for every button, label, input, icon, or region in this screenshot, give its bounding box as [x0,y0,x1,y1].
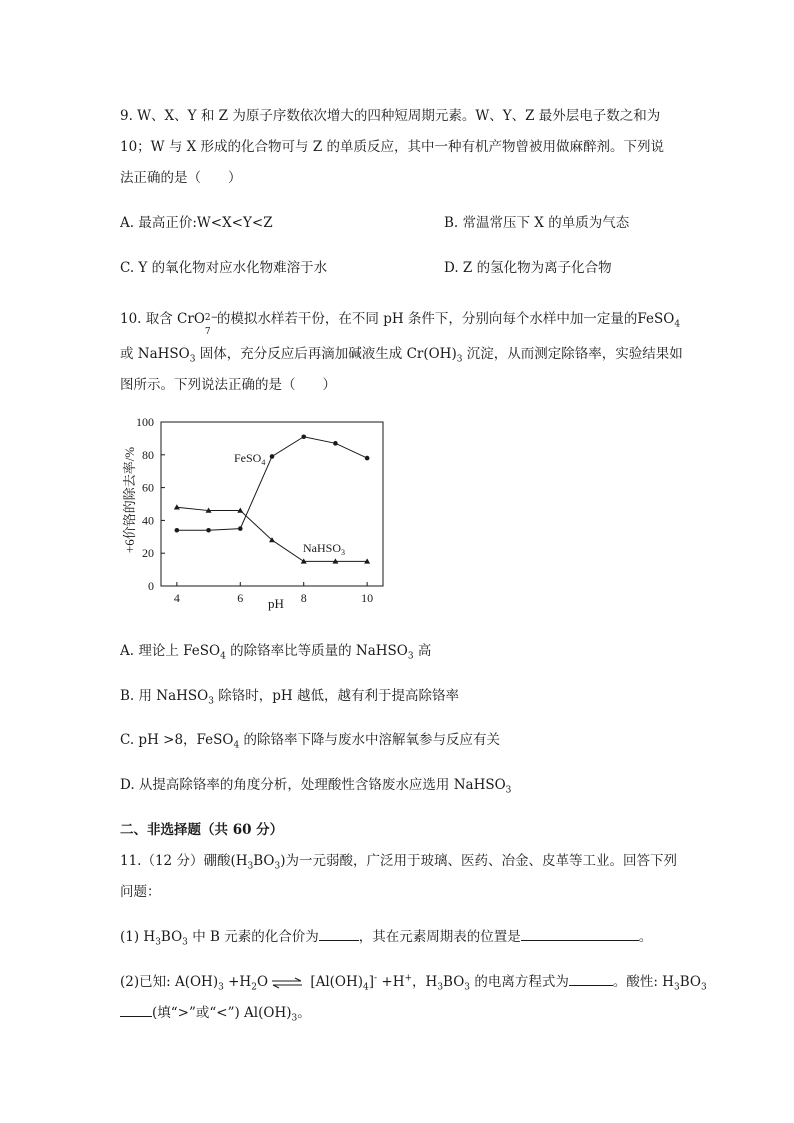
q11-part1: (1) $H_3BO_3$ 中 B 元素的化合价为 ，其在元素周期表的位置是 。 [120,929,653,948]
data-point-feso4 [333,441,338,446]
q9-option-b: B. 常温常压下 X 的单质为气态 [444,215,630,231]
q10-stem-line1: 10. 取含 CrO 2− 7 的模拟水样若干份，在不同 pH 条件下，分别向每个水样中加一定量的FeSO$_4$ [120,311,681,337]
y-tick-label: 80 [142,447,154,462]
data-point-feso4 [238,526,243,531]
answer-blank[interactable] [569,973,613,986]
x-tick-label: 4 [173,591,180,605]
data-point-feso4 [175,528,180,533]
q10-stem-line3: 图所示。下列说法正确的是（ ） [120,377,336,393]
answer-blank[interactable] [120,1004,152,1017]
q9-stem-line3: 法正确的是（ ） [120,170,242,186]
data-point-feso4 [206,528,211,533]
x-tick-label: 8 [300,591,307,605]
series-label-feso4: FeSO$_4$ [234,451,266,467]
q9-stem-line1: 9. W、X、Y 和 Z 为原子序数依次增大的四种短周期元素。W、Y、Z 最外层电子数之和为 [120,108,661,124]
y-tick-label: 20 [142,546,154,561]
q11-stem-line2: 问题： [120,884,161,900]
q10-option-d: D. 从提高除铬率的角度分析，处理酸性含铬废水应选用 NaHSO$_3$ [120,777,512,796]
section-heading: 二、非选择题（共 60 分） [120,822,284,838]
y-tick-label: 0 [148,579,154,593]
answer-blank[interactable] [521,928,639,941]
series-line-feso4 [177,437,367,530]
y-tick-label: 40 [142,513,154,528]
q11-part2: (2)已知: $A(OH)_3 +H_2O$ $[Al(OH)_4]^- +H^+$，$H_3BO_3$ 的电离方程式为 。酸性: $H_3BO_3$ [120,973,707,993]
x-tick-label: 10 [361,591,374,605]
q11-stem-line1: 11.（12 分）硼酸$(H_3BO_3)$为一元弱酸，广泛用于玻璃、医药、冶金、皮革等工业。回答下列 [120,853,677,872]
q10-option-c: C. pH >8，FeSO$_4$ 的除铬率下降与废水中溶解氧参与反应有关 [120,732,501,751]
q9-option-a: A. 最高正价:W<X<Y<Z [120,215,273,231]
data-point-feso4 [270,454,275,459]
q10-option-a: A. 理论上 FeSO$_4$ 的除铬率比等质量的 NaHSO$_3$ 高 [120,643,432,662]
x-tick-label: 6 [237,591,244,605]
q9-option-c: C. Y 的氧化物对应水化物难溶于水 [120,260,328,276]
x-axis-label: pH [268,596,284,611]
data-point-nahso3 [174,504,180,509]
series-label-nahso3: NaHSO$_3$ [303,541,345,557]
chart [116,408,406,613]
q9-option-d: D. Z 的氢化物为离子化合物 [444,260,612,276]
y-axis-label: +6价铬的除去率/% [122,446,137,554]
q9-stem-line2: 10；W 与 X 形成的化合物可与 Z 的单质反应，其中一种有机产物曾被用做麻醉剂。下列说 [120,139,665,155]
y-tick-label: 100 [136,415,154,429]
equilibrium-arrow-icon [270,977,304,989]
data-point-feso4 [365,456,370,461]
q10-stem-line2: 或 NaHSO$_3$ 固体，充分反应后再滴加碱液生成 $Cr(OH)_3$ 沉淀，从而测定除铬率，实验结果如 [120,346,683,365]
q11-part2-cont: (填“>”或“<”) $Al(OH)_3$。 [120,1001,311,1024]
q10-option-b: B. 用 NaHSO$_3$ 除铬时，pH 越低，越有利于提高除铬率 [120,688,459,707]
data-point-feso4 [301,434,306,439]
y-tick-label: 60 [142,480,154,495]
answer-blank[interactable] [319,928,359,941]
